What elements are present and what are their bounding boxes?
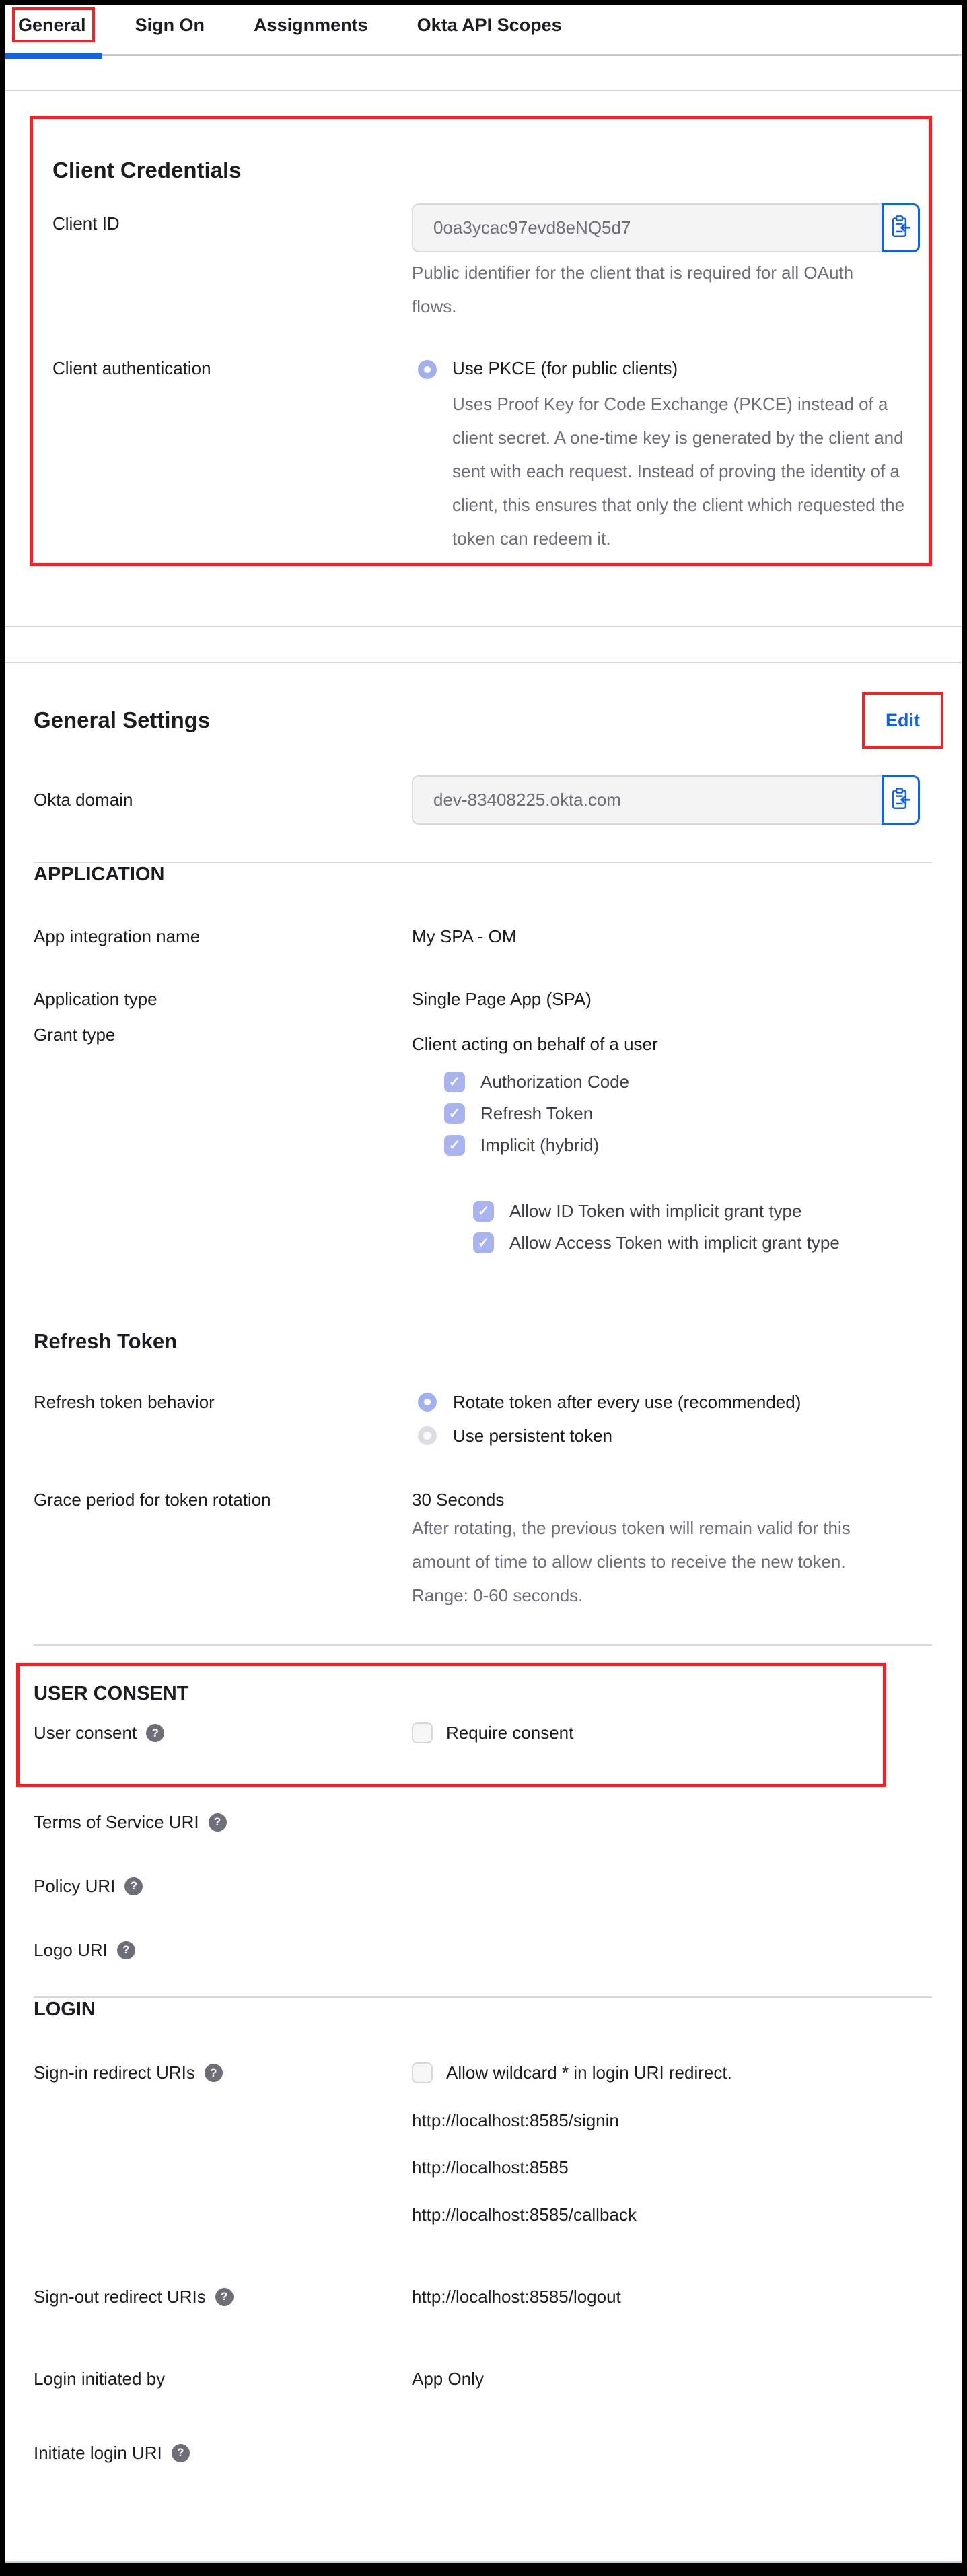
tab-bar [5, 5, 962, 61]
check-icon: ✓ [448, 1106, 461, 1121]
copy-to-clipboard-icon [891, 787, 911, 813]
require-consent-label: Require consent [446, 1722, 574, 1743]
client-id-label: Client ID [52, 213, 120, 234]
implicit-option-row [473, 1201, 962, 1222]
general-settings-card [5, 692, 962, 2463]
logo-uri-label: Logo URI [34, 1939, 108, 1960]
check-icon: ✓ [448, 1074, 461, 1090]
bottom-edge-strip [5, 2561, 962, 2563]
grant-checkbox-row [444, 1135, 962, 1156]
allow-wildcard-checkbox[interactable] [412, 2062, 433, 2083]
check-icon: ✓ [477, 1204, 490, 1219]
annotation-box-client-credentials [30, 116, 932, 566]
sign-out-redirect-uris-label: Sign-out redirect URIs [34, 2286, 206, 2307]
grant-checkbox-row [444, 1072, 962, 1092]
app-integration-name-label: App integration name [34, 926, 201, 946]
login-section-heading: LOGIN [34, 1998, 96, 2020]
require-consent-checkbox[interactable] [412, 1722, 433, 1743]
client-id-help-text: Public identifier for the client that is required for all OAuth flows. [412, 263, 854, 316]
application-type-label: Application type [34, 988, 157, 1009]
refresh-token-label: Refresh Token [480, 1103, 594, 1123]
section-divider [34, 1644, 932, 1646]
tab-underline [5, 54, 962, 56]
allow-access-token-label: Allow Access Token with implicit grant type [509, 1232, 840, 1253]
tab-general[interactable]: General [18, 15, 86, 35]
authorization-code-label: Authorization Code [480, 1072, 630, 1092]
okta-domain-label: Okta domain [34, 790, 133, 810]
grant-type-label: Grant type [34, 1024, 116, 1045]
login-initiated-by-label: Login initiated by [34, 2368, 166, 2389]
copy-okta-domain-button[interactable] [882, 775, 920, 825]
terms-of-service-uri-label: Terms of Service URI [34, 1811, 199, 1832]
grant-type-checkbox-list [5, 1072, 962, 1156]
okta-domain-input[interactable] [412, 775, 882, 825]
copy-to-clipboard-icon [891, 215, 911, 241]
annotation-box-general-tab [12, 7, 95, 42]
pkce-description: Uses Proof Key for Code Exchange (PKCE) instead of a client secret. A one-time key is generated by the client and sent with each request. Instead of proving the identity of a client, this ensures that only the client which requested the token can redeem it. [452, 394, 905, 549]
edit-button[interactable]: Edit [886, 709, 920, 730]
app-integration-name-value: My SPA - OM [412, 926, 517, 946]
pkce-option-label: Use PKCE (for public clients) [452, 358, 678, 378]
help-icon[interactable]: ? [124, 1877, 143, 1895]
allow-wildcard-label: Allow wildcard * in login URI redirect. [446, 2062, 732, 2083]
help-icon[interactable]: ? [117, 1941, 135, 1959]
client-id-input[interactable] [412, 203, 882, 252]
implicit-option-row [473, 1232, 962, 1253]
grace-period-label: Grace period for token rotation [34, 1489, 271, 1510]
sign-in-redirect-uris-label: Sign-in redirect URIs [34, 2062, 195, 2083]
sign-in-uri-list [412, 2110, 732, 2225]
card-top-divider-2 [5, 662, 962, 663]
help-icon[interactable]: ? [146, 1724, 164, 1742]
login-initiated-by-value: App Only [412, 2368, 484, 2389]
implicit-hybrid-checkbox[interactable] [444, 1135, 465, 1156]
grant-checkbox-row [444, 1103, 962, 1124]
sign-in-uri: http://localhost:8585 [412, 2157, 569, 2178]
help-icon[interactable]: ? [209, 1813, 227, 1832]
help-icon[interactable]: ? [172, 2444, 190, 2462]
implicit-hybrid-label: Implicit (hybrid) [480, 1135, 600, 1155]
tab-sign-on[interactable]: Sign On [135, 15, 205, 35]
pkce-radio[interactable] [418, 360, 437, 379]
refresh-token-behavior-label: Refresh token behavior [34, 1391, 215, 1412]
allow-id-token-checkbox[interactable] [473, 1201, 494, 1222]
policy-uri-label: Policy URI [34, 1875, 116, 1896]
sign-in-uri: http://localhost:8585/signin [412, 2110, 619, 2130]
help-icon[interactable]: ? [215, 2288, 234, 2306]
refresh-token-section-heading: Refresh Token [34, 1329, 178, 1353]
refresh-token-checkbox[interactable] [444, 1103, 465, 1124]
annotation-box-user-consent [16, 1663, 886, 1787]
card-top-divider [5, 90, 962, 91]
app-settings-page [5, 5, 962, 2563]
persistent-token-label: Use persistent token [453, 1425, 613, 1446]
allow-access-token-checkbox[interactable] [473, 1232, 494, 1253]
active-tab-indicator [5, 53, 102, 59]
client-id-field-group [412, 203, 920, 252]
grant-type-value: Client acting on behalf of a user [412, 1034, 658, 1054]
annotation-box-edit-button [862, 692, 943, 749]
allow-id-token-label: Allow ID Token with implicit grant type [509, 1201, 802, 1221]
general-settings-title: General Settings [34, 707, 211, 732]
check-icon: ✓ [448, 1138, 461, 1153]
card-bottom-divider [5, 626, 962, 627]
tab-assignments[interactable]: Assignments [254, 15, 368, 35]
application-section-heading: APPLICATION [34, 864, 165, 885]
sign-in-uri: http://localhost:8585/callback [412, 2204, 637, 2225]
client-authentication-label: Client authentication [52, 358, 211, 378]
help-icon[interactable]: ? [205, 2064, 223, 2082]
grace-period-value: 30 Seconds [412, 1490, 505, 1510]
grace-period-description: After rotating, the previous token will remain valid for this amount of time to allow clients to receive the new token. Range: 0-60 seconds. [412, 1518, 851, 1605]
user-consent-label: User consent [34, 1722, 137, 1743]
radio-option-row [418, 1393, 801, 1412]
sign-out-uri: http://localhost:8585/logout [412, 2286, 621, 2307]
copy-client-id-button[interactable] [882, 203, 920, 252]
application-type-value: Single Page App (SPA) [412, 988, 592, 1009]
okta-domain-field-group [412, 775, 920, 825]
rotate-token-radio[interactable] [418, 1393, 437, 1412]
radio-option-row [418, 1426, 801, 1445]
client-credentials-title: Client Credentials [52, 158, 242, 183]
refresh-behavior-radio-group [412, 1393, 801, 1445]
tab-okta-api-scopes[interactable]: Okta API Scopes [417, 15, 562, 35]
check-icon: ✓ [477, 1235, 490, 1251]
authorization-code-checkbox[interactable] [444, 1072, 465, 1092]
initiate-login-uri-label: Initiate login URI [34, 2442, 162, 2463]
persistent-token-radio[interactable] [418, 1426, 437, 1445]
user-consent-section-heading: USER CONSENT [34, 1683, 189, 1704]
rotate-token-label: Rotate token after every use (recommended) [453, 1391, 801, 1412]
implicit-options-list [5, 1201, 962, 1253]
